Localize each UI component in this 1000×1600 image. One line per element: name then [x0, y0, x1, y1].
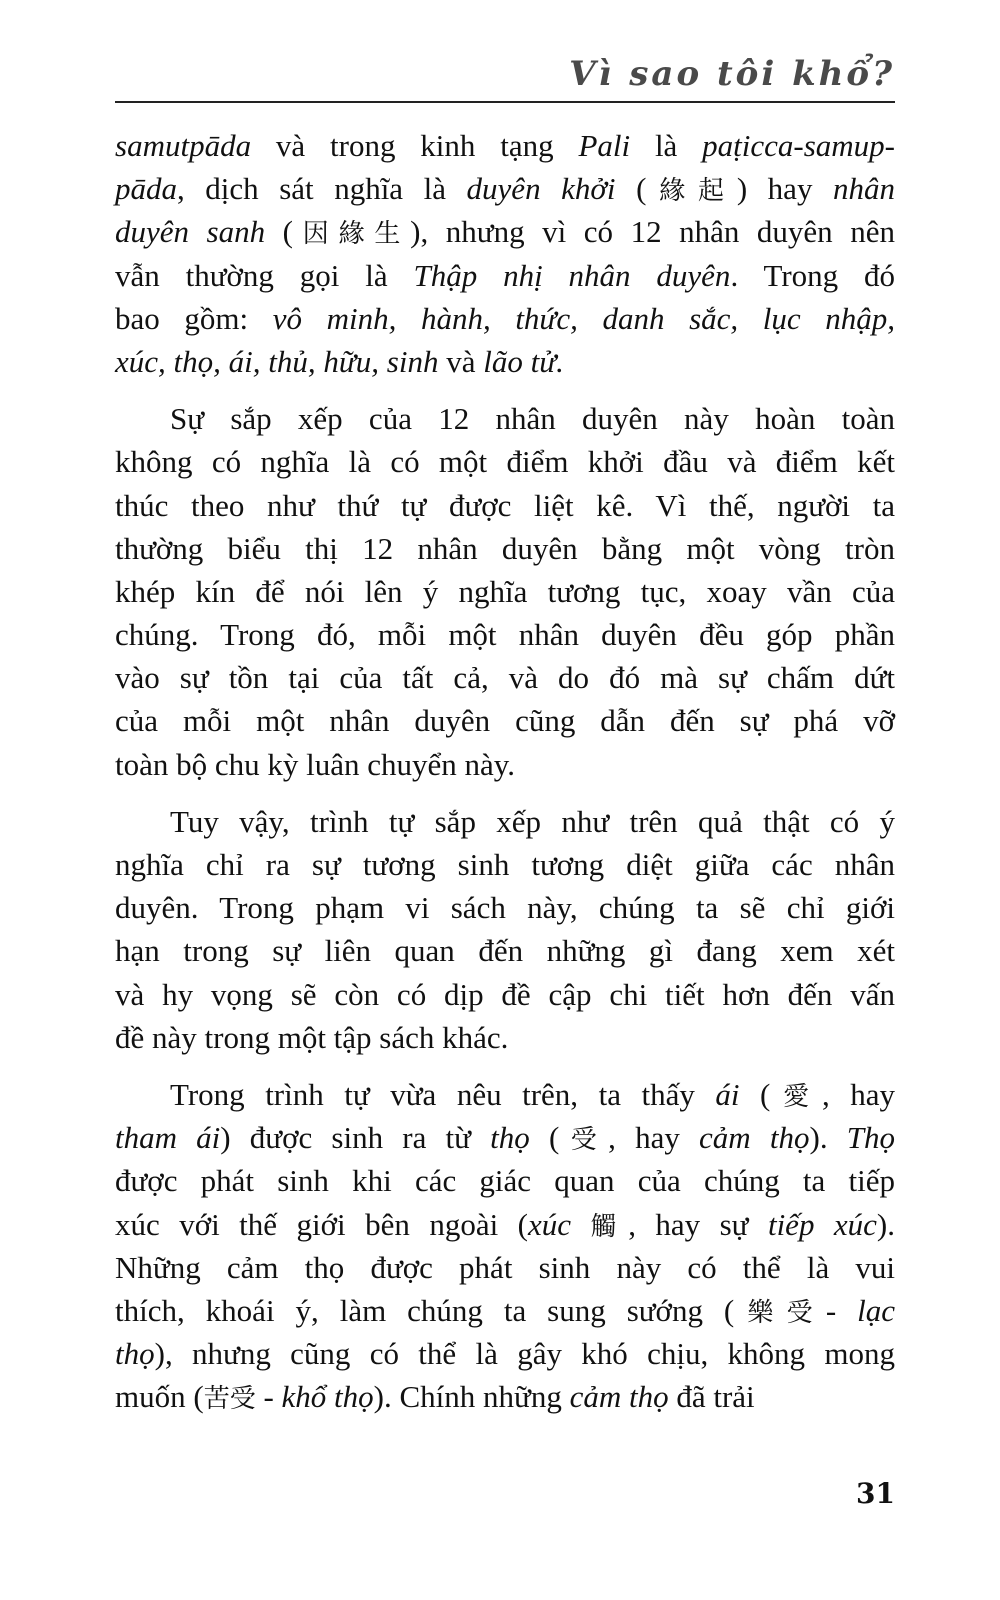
text-run: được phát sinh khi các giác quan của chúng ta tiếp [115, 1163, 895, 1199]
italic-term: Thọ [846, 1120, 896, 1156]
text-run: thúc theo như thứ tự được liệt kê. Vì thế, người ta [115, 487, 895, 523]
header-rule [115, 101, 895, 103]
text-line [115, 886, 895, 929]
text-run: vẫn thường gọi là [115, 257, 414, 293]
italic-term: paṭicca-samup- [702, 128, 895, 163]
italic-term: lão tử. [483, 343, 564, 379]
text-run: và trong kinh tạng [251, 128, 579, 163]
text-line [115, 929, 895, 972]
text-line [115, 124, 895, 167]
italic-term: khổ thọ [281, 1379, 374, 1415]
text-run: , hay [821, 1076, 895, 1112]
text-run: . Trong đó [730, 257, 896, 293]
text-line [115, 800, 895, 843]
text-run: khép kín để nói lên ý nghĩa tương tục, xoay vần của [115, 573, 895, 609]
italic-term: cảm thọ [699, 1120, 810, 1156]
text-line [115, 1246, 895, 1289]
paragraph [115, 1073, 895, 1419]
paragraph [115, 800, 895, 1059]
italic-term: Pali [578, 128, 631, 163]
text-run: thích, khoái ý, làm chúng ta sung sướng ( [115, 1292, 735, 1328]
text-run: vào sự tồn tại của tất cả, và do đó mà sự chấm dứt [115, 660, 895, 696]
text-line [115, 527, 895, 570]
text-run: ( [739, 1076, 771, 1112]
text-line [115, 1375, 895, 1418]
han-characters: 緣起 [646, 176, 737, 207]
text-line [115, 1073, 895, 1116]
han-characters: 因緣生 [293, 219, 411, 250]
text-line [115, 1159, 895, 1202]
text-run: ( [265, 214, 293, 250]
text-line [115, 340, 895, 383]
text-line [115, 656, 895, 699]
han-characters: 受 [559, 1125, 609, 1156]
text-run: ), nhưng cũng có thể là gây khó chịu, không mong [154, 1336, 895, 1372]
text-run: và [438, 343, 484, 379]
text-line [115, 843, 895, 886]
text-line [115, 297, 895, 340]
paragraph [115, 124, 895, 383]
text-line [115, 484, 895, 527]
italic-term: Thập nhị nhân duyên [413, 257, 731, 293]
running-header-title: Vì sao tôi khổ? [569, 54, 895, 94]
text-run: đề này trong một tập sách khác. [115, 1019, 509, 1055]
page-number: 31 [856, 1477, 895, 1510]
han-characters: 觸 [590, 1211, 629, 1242]
italic-term: nhân [833, 171, 895, 207]
text-line [115, 254, 895, 297]
text-run: ) được sinh ra từ [220, 1120, 491, 1156]
italic-term: lạc [857, 1292, 895, 1328]
text-line [115, 570, 895, 613]
paragraph [115, 397, 895, 786]
text-run: ). [809, 1120, 847, 1156]
text-line [115, 210, 895, 253]
han-characters: 樂受 [734, 1297, 826, 1328]
italic-term: xúc [527, 1206, 571, 1242]
text-run: toàn bộ chu kỳ luân chuyển này. [115, 746, 516, 782]
text-line [115, 1289, 895, 1332]
text-run: đã trải [668, 1379, 755, 1415]
text-run: bao gồm: [115, 300, 273, 336]
text-run: - [255, 1379, 282, 1415]
text-run [571, 1207, 590, 1242]
text-run: và hy vọng sẽ còn có dịp đề cập chi tiết hơn đến vấn [115, 976, 895, 1012]
text-line [115, 1203, 895, 1246]
text-run: - [825, 1292, 858, 1328]
han-characters: 愛 [770, 1081, 822, 1112]
text-run: Sự sắp xếp của 12 nhân duyên này hoàn toàn [170, 401, 895, 437]
italic-term: samutpāda [115, 128, 252, 163]
text-run: ( [615, 171, 647, 207]
text-run: ). Chính những [373, 1379, 570, 1415]
text-run: Tuy vậy, trình tự sắp xếp như trên quả thật có ý [170, 803, 895, 839]
text-run: , hay sự [628, 1206, 768, 1242]
page-body [115, 124, 895, 1418]
text-line [115, 613, 895, 656]
text-run: nghĩa chỉ ra sự tương sinh tương diệt giữa các nhân [115, 847, 895, 882]
italic-term: duyên sanh [115, 214, 266, 250]
text-run: , dịch sát nghĩa là [177, 171, 467, 207]
text-run: của mỗi một nhân duyên cũng dẫn đến sự phá vỡ [115, 703, 895, 739]
text-line [115, 167, 895, 210]
text-run: Trong trình tự vừa nêu trên, ta thấy [170, 1076, 716, 1112]
italic-term: vô minh, hành, thức, danh sắc, lục nhập, [272, 300, 895, 336]
italic-term: xúc, thọ, ái, thủ, hữu, sinh [115, 343, 439, 379]
text-run: là [630, 128, 703, 163]
text-run: , hay [608, 1120, 700, 1156]
italic-term: duyên khởi [466, 171, 616, 207]
text-run: chúng. Trong đó, mỗi một nhân duyên đều góp phần [115, 617, 895, 653]
text-line [115, 1116, 895, 1159]
italic-term: ái [715, 1076, 740, 1112]
text-line [115, 973, 895, 1016]
text-line [115, 440, 895, 483]
text-run: ( [529, 1120, 560, 1156]
text-run: Những cảm thọ được phát sinh này có thể là vui [115, 1249, 895, 1285]
text-run: ) hay [736, 171, 833, 207]
italic-term: cảm thọ [569, 1379, 669, 1415]
italic-term: thọ [115, 1336, 155, 1372]
italic-term: pāda [115, 171, 177, 207]
text-run: hạn trong sự liên quan đến những gì đang xem xét [115, 933, 895, 969]
text-run: xúc với thế giới bên ngoài ( [115, 1206, 528, 1242]
text-line [115, 699, 895, 742]
text-line [115, 397, 895, 440]
italic-term: thọ [490, 1120, 530, 1156]
text-run: duyên. Trong phạm vi sách này, chúng ta sẽ chỉ giới [115, 890, 895, 926]
text-run: không có nghĩa là có một điểm khởi đầu và điểm kết [115, 444, 895, 480]
text-run: muốn ( [115, 1379, 204, 1415]
text-run: thường biểu thị 12 nhân duyên bằng một vòng tròn [115, 530, 895, 566]
italic-term: tham ái [115, 1120, 221, 1156]
text-run: ). [876, 1206, 895, 1242]
han-characters: 苦受 [203, 1384, 256, 1415]
text-run: ), nhưng vì có 12 nhân duyên nên [410, 214, 895, 250]
text-line [115, 1016, 895, 1059]
italic-term: tiếp xúc [767, 1206, 877, 1242]
text-line [115, 1332, 895, 1375]
text-line [115, 743, 895, 786]
